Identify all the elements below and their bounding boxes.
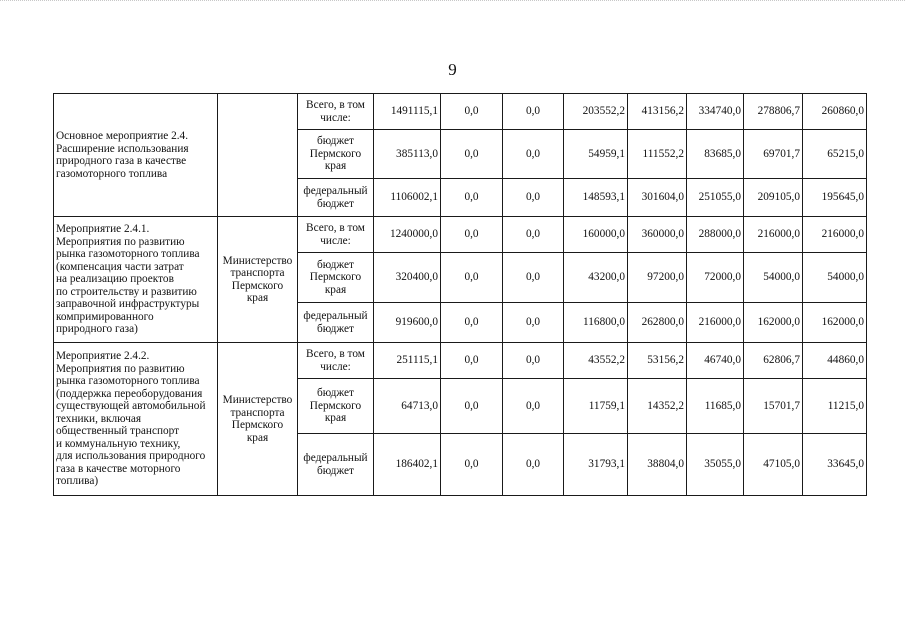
value-year: 54959,1 bbox=[564, 130, 628, 179]
activity-name-text: Мероприятие 2.4.1. Мероприятия по развитию рынка газомоторного топлива (компенсация части затрат на реализацию проектов по строительству и развитию заправочной инфраструктуры компримированного природного газа) bbox=[56, 223, 200, 336]
value-total: 64713,0 bbox=[374, 379, 441, 434]
value-year: 162000,0 bbox=[803, 303, 867, 343]
value-year: 260860,0 bbox=[803, 94, 867, 130]
value-year: 38804,0 bbox=[628, 434, 687, 496]
table-row bbox=[54, 217, 867, 253]
value-year: 278806,7 bbox=[744, 94, 803, 130]
value-year: 43552,2 bbox=[564, 343, 628, 379]
funding-source bbox=[298, 343, 374, 379]
value-year: 251055,0 bbox=[687, 179, 744, 217]
executor-cell bbox=[218, 343, 298, 496]
value-year: 0,0 bbox=[503, 130, 564, 179]
funding-source-text: федеральный бюджет bbox=[303, 185, 368, 210]
value-year: 216000,0 bbox=[744, 217, 803, 253]
value-year: 203552,2 bbox=[564, 94, 628, 130]
funding-source bbox=[298, 303, 374, 343]
value-year: 111552,2 bbox=[628, 130, 687, 179]
activity-name bbox=[54, 217, 218, 343]
value-year: 0,0 bbox=[503, 253, 564, 303]
value-year: 0,0 bbox=[441, 94, 503, 130]
activity-name-text: Основное мероприятие 2.4. Расширение использования природного газа в качестве газомоторного топлива bbox=[56, 130, 189, 180]
value-year: 0,0 bbox=[441, 217, 503, 253]
value-year: 288000,0 bbox=[687, 217, 744, 253]
value-year: 0,0 bbox=[441, 130, 503, 179]
executor-text: Министерство транспорта Пермского края bbox=[222, 254, 293, 304]
value-year: 62806,7 bbox=[744, 343, 803, 379]
value-year: 0,0 bbox=[503, 179, 564, 217]
page-number: 9 bbox=[448, 60, 457, 79]
activity-name bbox=[54, 343, 218, 496]
funding-source bbox=[298, 130, 374, 179]
table-row bbox=[54, 94, 867, 130]
value-year: 11215,0 bbox=[803, 379, 867, 434]
value-year: 0,0 bbox=[503, 303, 564, 343]
funding-source bbox=[298, 253, 374, 303]
value-total: 1491115,1 bbox=[374, 94, 441, 130]
value-year: 46740,0 bbox=[687, 343, 744, 379]
activity-name-text: Мероприятие 2.4.2. Мероприятия по развитию рынка газомоторного топлива (поддержка переоборудования существующей автомобильной техники, включая общественный транспорт и коммунальную технику, для использования природного газа в качестве моторного топлива) bbox=[56, 350, 206, 488]
table-row bbox=[54, 343, 867, 379]
financing-table bbox=[53, 93, 867, 496]
value-total: 251115,1 bbox=[374, 343, 441, 379]
value-year: 162000,0 bbox=[744, 303, 803, 343]
executor-cell bbox=[218, 217, 298, 343]
value-year: 97200,0 bbox=[628, 253, 687, 303]
value-year: 262800,0 bbox=[628, 303, 687, 343]
funding-source-text: бюджет Пермского края bbox=[309, 135, 362, 173]
funding-source-text: Всего, в том числе: bbox=[306, 99, 365, 124]
value-year: 11759,1 bbox=[564, 379, 628, 434]
value-year: 33645,0 bbox=[803, 434, 867, 496]
executor-cell bbox=[218, 94, 298, 217]
funding-source bbox=[298, 179, 374, 217]
value-year: 44860,0 bbox=[803, 343, 867, 379]
value-year: 14352,2 bbox=[628, 379, 687, 434]
value-year: 72000,0 bbox=[687, 253, 744, 303]
value-year: 0,0 bbox=[441, 379, 503, 434]
value-total: 1240000,0 bbox=[374, 217, 441, 253]
value-year: 11685,0 bbox=[687, 379, 744, 434]
funding-source-text: Всего, в том числе: bbox=[306, 348, 365, 373]
funding-source-text: бюджет Пермского края bbox=[309, 387, 362, 425]
value-year: 413156,2 bbox=[628, 94, 687, 130]
value-total: 1106002,1 bbox=[374, 179, 441, 217]
funding-source bbox=[298, 217, 374, 253]
value-year: 195645,0 bbox=[803, 179, 867, 217]
value-year: 43200,0 bbox=[564, 253, 628, 303]
value-year: 0,0 bbox=[503, 94, 564, 130]
value-year: 0,0 bbox=[503, 217, 564, 253]
funding-source-text: бюджет Пермского края bbox=[309, 258, 362, 296]
value-year: 47105,0 bbox=[744, 434, 803, 496]
value-year: 334740,0 bbox=[687, 94, 744, 130]
value-year: 116800,0 bbox=[564, 303, 628, 343]
scan-top-edge bbox=[0, 0, 905, 2]
funding-source bbox=[298, 94, 374, 130]
value-year: 35055,0 bbox=[687, 434, 744, 496]
value-year: 0,0 bbox=[441, 343, 503, 379]
value-year: 0,0 bbox=[441, 434, 503, 496]
value-year: 301604,0 bbox=[628, 179, 687, 217]
value-year: 31793,1 bbox=[564, 434, 628, 496]
activity-name bbox=[54, 94, 218, 217]
funding-source-text: федеральный бюджет bbox=[303, 452, 368, 477]
value-year: 0,0 bbox=[503, 379, 564, 434]
funding-source-text: Всего, в том числе: bbox=[306, 222, 365, 247]
funding-source bbox=[298, 379, 374, 434]
value-year: 209105,0 bbox=[744, 179, 803, 217]
value-year: 54000,0 bbox=[744, 253, 803, 303]
value-total: 919600,0 bbox=[374, 303, 441, 343]
executor-text: Министерство транспорта Пермского края bbox=[222, 394, 293, 444]
value-year: 65215,0 bbox=[803, 130, 867, 179]
value-year: 216000,0 bbox=[687, 303, 744, 343]
value-year: 54000,0 bbox=[803, 253, 867, 303]
value-total: 186402,1 bbox=[374, 434, 441, 496]
funding-source-text: федеральный бюджет bbox=[303, 310, 368, 335]
value-year: 53156,2 bbox=[628, 343, 687, 379]
value-year: 148593,1 bbox=[564, 179, 628, 217]
value-year: 83685,0 bbox=[687, 130, 744, 179]
value-year: 0,0 bbox=[503, 434, 564, 496]
value-total: 320400,0 bbox=[374, 253, 441, 303]
value-year: 0,0 bbox=[441, 253, 503, 303]
value-total: 385113,0 bbox=[374, 130, 441, 179]
funding-source bbox=[298, 434, 374, 496]
value-year: 360000,0 bbox=[628, 217, 687, 253]
value-year: 0,0 bbox=[441, 303, 503, 343]
value-year: 69701,7 bbox=[744, 130, 803, 179]
value-year: 160000,0 bbox=[564, 217, 628, 253]
value-year: 15701,7 bbox=[744, 379, 803, 434]
value-year: 0,0 bbox=[503, 343, 564, 379]
value-year: 216000,0 bbox=[803, 217, 867, 253]
value-year: 0,0 bbox=[441, 179, 503, 217]
